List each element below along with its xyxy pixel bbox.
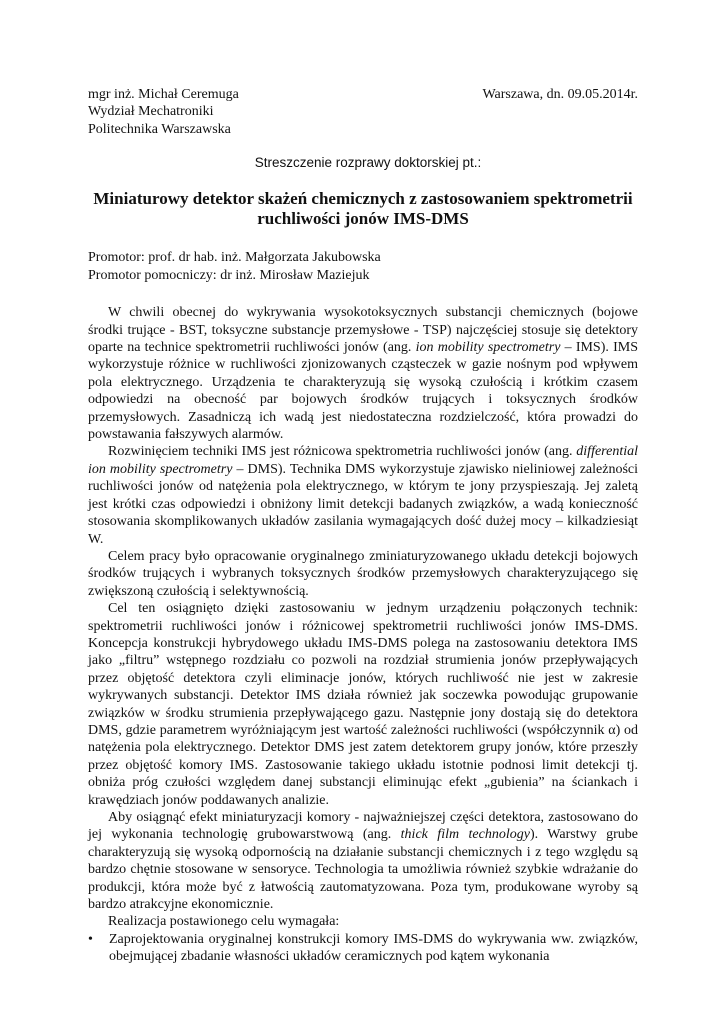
document-page [88,86,638,966]
list-item-text: Zaprojektowania oryginalnej konstrukcji komory IMS-DMS do wykrywania ww. związków, obejmującej zbadanie własności układów ceramicznych pod kątem wykonania [109,931,638,965]
paragraph-1-text-a: W chwili obecnej do wykrywania wysokotoksycznych substancji chemicznych (bojowe środki trujące - BST, toksyczne substancje przemysłowe - TSP) najczęściej stosuje się detektory oparte na technice spektrometrii ruchliwości jonów (ang. [88,305,638,356]
paragraph-5-text-a: Aby osiągnąć efekt miniaturyzacji komory - najważniejszej części detektora, zastosowano do jej wykonania technologię grubowarstwową (ang. [88,810,638,843]
bullet-icon: • [88,931,93,947]
letter-header [88,86,638,138]
paragraph-5 [88,809,638,913]
paragraph-1 [88,304,638,443]
author-name: mgr inż. Michał Ceremuga [88,87,239,102]
promoters-block [88,249,638,284]
paragraph-6: Realizacja postawionego celu wymagała: [108,914,340,930]
thesis-title-line-1: Miniaturowy detektor skażeń chemicznych z zastosowaniem spektrometrii [93,189,633,209]
place-date: Warszawa, dn. 09.05.2014r. [482,87,638,102]
university-name: Politechnika Warszawska [88,121,231,137]
list-item [88,931,638,966]
thesis-title-line-2: ruchliwości jonów IMS-DMS [257,209,469,229]
paragraph-2-text-a: Rozwinięciem techniki IMS jest różnicowa spektrometria ruchliwości jonów (ang. [108,444,577,460]
paragraph-2-text-b: – DMS). Technika DMS wykorzystuje zjawisko nieliniowej zależności ruchliwości jonów od natężenia pola elektrycznego, w którym te jony przyspieszają. Jej zaletą jest krótki czas odpowiedzi i obniżony limit detekcji badanych związków, a wadą konieczność stosowania skomplikowanych układów zasilania wymagających dość dużej mocy – kilkadziesiąt W. [88,461,638,547]
paragraph-4: Cel ten osiągnięto dzięki zastosowaniu w jednym urządzeniu połączonych technik: spektrometrii ruchliwości jonów i różnicowej spektrometrii ruchliwości jonów IMS-DMS. Koncepcja konstrukcji hybrydowego układu IMS-DMS polega na zastosowaniu detektora IMS jako „filtru” wstępnego rozdziału co pozwoli na rozdział strumienia jonów przepływających przez objętość detektora czyli eliminacje jonów, których ruchliwość nie jest w zakresie wykrywanych substancji. Detektor IMS działa również jak soczewka powodując grupowanie związków w środku strumienia przepływającego gazu. Następnie jony dostają się do detektora DMS, gdzie parametrem wyróżniającym jest wartość zależności ruchliwości (współczynnik α) od natężenia pola elektrycznego. Detektor DMS jest zatem detektorem grupy jonów, które przeszły przez objętość komory IMS. Zastosowanie takiego układu istotnie podnosi limit detekcji tj. obniża próg czułości względem danej substancji eliminując efekt „gubienia” na ściankach i krawędziach jonów poddawanych analizie. [88,601,638,808]
department-name: Wydział Mechatroniki [88,104,214,120]
paragraph-5-text-b: ). Warstwy grube charakteryzują się wysoką odpornością na działanie substancji chemicznych i z tego względu są bardzo chętnie stosowane w sensoryce. Technologia ta umożliwia również szybkie wdrażanie do produkcji, która może być z łatwością zautomatyzowana. Poza tym, produkowane wyroby są bardzo atrakcyjne ekonomicznie. [88,827,638,913]
paragraph-3: Celem pracy było opracowanie oryginalnego zminiaturyzowanego układu detekcji bojowych środków trujących i wybranych toksycznych środków przemysłowych charakteryzującego się zwiększoną czułością i selektywnością. [88,548,638,599]
abstract-subtitle: Streszczenie rozprawy doktorskiej pt.: [254,155,482,170]
paragraph-2 [88,443,638,547]
promoter: Promotor: prof. dr hab. inż. Małgorzata Jakubowska [88,250,381,266]
assistant-promoter: Promotor pomocniczy: dr inż. Mirosław Maziejuk [88,267,370,283]
paragraph-2-term: differential ion mobility spectrometry [88,444,638,477]
requirements-list [88,931,638,966]
thesis-title [88,189,638,229]
paragraph-5-term: thick film technology [400,827,530,843]
abstract-body [88,304,638,965]
paragraph-1-text-b: – IMS). IMS wykorzystuje różnice w ruchliwości zjonizowanych cząsteczek w gazie nośnym pod wpływem pola elektrycznego. Urządzenia te charakteryzują się wysoką czułością i krótkim czasem odpowiedzi na obecność par bojowych środków trujących i toksycznych środków przemysłowych. Zasadniczą ich wadą jest niedostateczna rozdzielczość, która prowadzi do powstawania fałszywych alarmów. [88,340,638,443]
paragraph-1-term: ion mobility spectrometry [415,340,561,356]
